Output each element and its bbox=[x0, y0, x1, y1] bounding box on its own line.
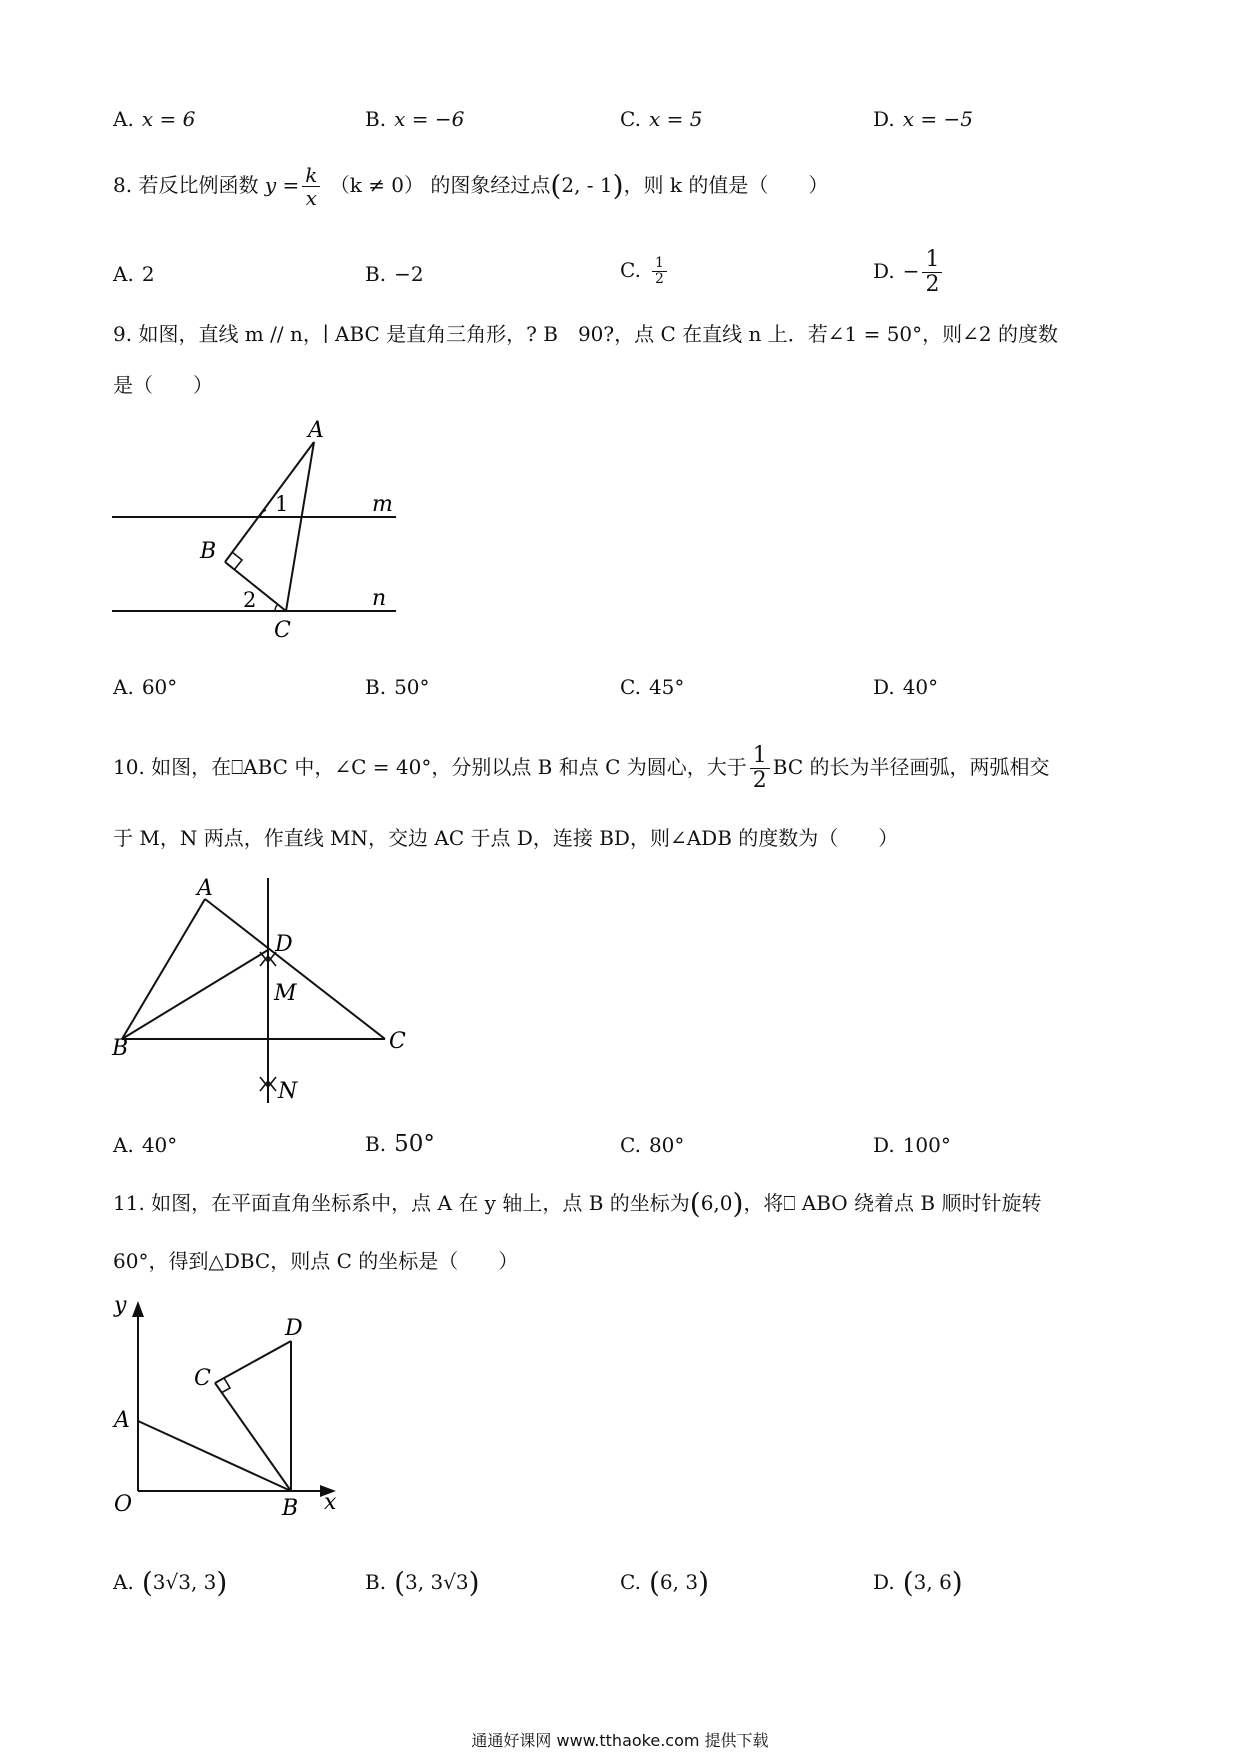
q8-fraction bbox=[302, 164, 320, 209]
q11-option-d bbox=[873, 1566, 963, 1599]
q10-fraction bbox=[750, 744, 770, 793]
paren-close: ) bbox=[612, 169, 624, 202]
q8-option-a bbox=[113, 262, 155, 286]
option-label: D. bbox=[873, 1570, 895, 1594]
q10-option-c bbox=[620, 1133, 684, 1157]
q11-option-b bbox=[365, 1566, 480, 1599]
paren-close: ) bbox=[732, 1187, 744, 1220]
q9-option-c bbox=[620, 675, 684, 699]
label-n: n bbox=[372, 586, 387, 611]
q10-line1-b: BC 的长为半径画弧，两弧相交 bbox=[772, 755, 1050, 780]
q11-option-c bbox=[620, 1566, 709, 1599]
q8-condition: （k ≠ 0） bbox=[329, 173, 425, 197]
paren-close: ) bbox=[216, 1566, 228, 1599]
option-label: D. bbox=[873, 107, 895, 131]
q8-option-c bbox=[620, 256, 670, 288]
option-label: A. bbox=[113, 107, 134, 131]
option-label: C. bbox=[620, 1570, 641, 1594]
q8-func-y: y = bbox=[264, 173, 300, 197]
option-label: B. bbox=[365, 1570, 387, 1594]
q10-line2: 于 M，N 两点，作直线 MN，交边 AC 于点 D，连接 BD，则∠ADB 的度数为（ ） bbox=[113, 826, 899, 850]
option-label: C. bbox=[620, 675, 641, 699]
option-text: x = 5 bbox=[648, 107, 703, 131]
label-c: C bbox=[389, 1029, 406, 1054]
segment-ab bbox=[225, 442, 314, 562]
y-axis-arrow bbox=[132, 1301, 144, 1317]
q7-option-a bbox=[113, 107, 195, 131]
q10-option-a bbox=[113, 1133, 177, 1157]
q11-option-a bbox=[113, 1566, 227, 1599]
segment-ab bbox=[122, 899, 205, 1039]
option-label: B. bbox=[365, 262, 387, 286]
q10-option-b bbox=[365, 1131, 435, 1157]
option-text: 3, 6 bbox=[913, 1570, 952, 1594]
q11-line1-b: ，将⎕ ABO 绕着点 B 顺时针旋转 bbox=[743, 1191, 1042, 1215]
option-text: −2 bbox=[394, 262, 424, 286]
paren-open: ( bbox=[689, 1187, 701, 1220]
q8-mid: 的图象经过点 bbox=[430, 173, 551, 197]
fraction-denominator: 2 bbox=[925, 272, 940, 298]
option-text: 2 bbox=[141, 262, 155, 286]
q9-line2: 是（ ） bbox=[113, 373, 213, 397]
paren-open: ( bbox=[902, 1566, 914, 1599]
label-m: m bbox=[372, 492, 393, 517]
label-c: C bbox=[274, 618, 291, 643]
label-d: D bbox=[285, 1316, 303, 1341]
label-b: B bbox=[282, 1496, 299, 1521]
option-fraction bbox=[922, 248, 942, 297]
option-text: 40° bbox=[141, 1133, 178, 1157]
option-label: A. bbox=[113, 1570, 134, 1594]
label-b: B bbox=[200, 539, 217, 564]
label-c: C bbox=[194, 1366, 211, 1391]
q7-option-d bbox=[873, 107, 973, 131]
option-label: D. bbox=[873, 1133, 895, 1157]
q8-point: 2, - 1 bbox=[561, 173, 613, 197]
option-text: 80° bbox=[648, 1133, 685, 1157]
segment-ab bbox=[138, 1421, 291, 1491]
q11-line2: 60°，得到△DBC，则点 C 的坐标是（ ） bbox=[113, 1249, 519, 1273]
q10-option-d bbox=[873, 1133, 951, 1157]
paren-close: ) bbox=[951, 1566, 963, 1599]
angle-1-arc bbox=[260, 510, 266, 517]
page-footer: 通通好课网 www.tthaoke.com 提供下载 bbox=[471, 1731, 769, 1750]
segment-bd bbox=[122, 950, 268, 1039]
label-angle-1: 1 bbox=[275, 492, 289, 516]
option-label: A. bbox=[113, 262, 134, 286]
label-m: M bbox=[274, 981, 297, 1006]
option-text: 50° bbox=[394, 675, 430, 699]
right-angle-mark bbox=[232, 552, 242, 570]
option-label: B. bbox=[365, 1132, 387, 1156]
q8-stem bbox=[113, 164, 828, 209]
q9-line1: 9. 如图，直线 m // n，∣ ABC 是直角三角形，? B 90?，点 C 在直线 n 上．若∠1 = 50°，则∠2 的度数 bbox=[113, 322, 1058, 346]
label-a: A bbox=[114, 1408, 130, 1433]
q11-line1 bbox=[113, 1187, 1041, 1220]
option-text: x = −6 bbox=[394, 107, 465, 131]
option-text: x = 6 bbox=[141, 107, 196, 131]
option-text: 50° bbox=[394, 1131, 435, 1157]
q10-line1-a: 10. 如图，在⎕ABC 中，∠C = 40°，分别以点 B 和点 C 为圆心，大于 bbox=[113, 755, 747, 780]
label-y: y bbox=[114, 1293, 127, 1318]
option-text: 3, 3√3 bbox=[405, 1570, 469, 1594]
paren-open: ( bbox=[394, 1566, 405, 1599]
option-text: 45° bbox=[648, 675, 685, 699]
label-o: O bbox=[114, 1492, 133, 1517]
label-a: A bbox=[197, 876, 213, 901]
q7-option-c bbox=[620, 107, 702, 131]
option-label: C. bbox=[620, 107, 641, 131]
option-label: C. bbox=[620, 258, 641, 283]
label-x: x bbox=[324, 1490, 337, 1515]
q10-line1 bbox=[113, 744, 1049, 793]
q10-figure bbox=[100, 865, 440, 1115]
label-b: B bbox=[112, 1036, 129, 1061]
paren-close: ) bbox=[698, 1566, 709, 1599]
q8-option-d bbox=[873, 248, 945, 297]
q8-option-b bbox=[365, 262, 424, 286]
option-text: 100° bbox=[902, 1133, 951, 1157]
option-label: D. bbox=[873, 259, 895, 284]
option-label: C. bbox=[620, 1133, 641, 1157]
fraction-denominator: x bbox=[305, 186, 317, 210]
label-a: A bbox=[308, 418, 324, 443]
q8-suffix: ，则 k 的值是（ ） bbox=[623, 173, 829, 197]
segment-ac bbox=[205, 899, 385, 1039]
option-text: 3√3, 3 bbox=[152, 1570, 217, 1594]
paren-open: ( bbox=[141, 1566, 153, 1599]
q9-option-a bbox=[113, 675, 177, 699]
option-sign: − bbox=[902, 259, 920, 284]
q7-option-b bbox=[365, 107, 464, 131]
paren-close: ) bbox=[468, 1566, 480, 1599]
option-label: D. bbox=[873, 675, 895, 699]
label-d: D bbox=[275, 932, 293, 957]
option-label: A. bbox=[113, 675, 134, 699]
q9-option-d bbox=[873, 675, 938, 699]
q11-line1-a: 11. 如图，在平面直角坐标系中，点 A 在 y 轴上，点 B 的坐标为 bbox=[113, 1191, 690, 1215]
option-label: B. bbox=[365, 675, 387, 699]
fraction-numerator: k bbox=[302, 164, 320, 187]
option-fraction bbox=[652, 256, 667, 288]
paren-open: ( bbox=[648, 1566, 660, 1599]
paren-open: ( bbox=[550, 169, 562, 202]
option-text: x = −5 bbox=[902, 107, 973, 131]
fraction-numerator: 1 bbox=[750, 744, 770, 769]
fraction-denominator: 2 bbox=[654, 271, 664, 288]
option-label: B. bbox=[365, 107, 387, 131]
q11-figure bbox=[100, 1285, 360, 1525]
right-angle-mark bbox=[221, 1378, 230, 1393]
q9-option-b bbox=[365, 675, 430, 699]
option-text: 60° bbox=[141, 675, 178, 699]
segment-ac bbox=[286, 442, 314, 611]
q8-prefix: 8. 若反比例函数 bbox=[113, 173, 259, 197]
fraction-numerator: 1 bbox=[922, 248, 942, 273]
option-text: 40° bbox=[902, 675, 939, 699]
segment-cb bbox=[215, 1383, 291, 1491]
angle-2-arc bbox=[275, 604, 278, 611]
fraction-numerator: 1 bbox=[652, 256, 667, 272]
q9-figure bbox=[100, 410, 420, 650]
option-text: 6, 3 bbox=[659, 1570, 699, 1594]
fraction-denominator: 2 bbox=[752, 768, 767, 794]
label-n: N bbox=[278, 1079, 298, 1104]
segment-dc bbox=[215, 1341, 291, 1383]
option-label: A. bbox=[113, 1133, 134, 1157]
q11-coord: 6,0 bbox=[700, 1191, 733, 1215]
label-angle-2: 2 bbox=[243, 588, 257, 612]
